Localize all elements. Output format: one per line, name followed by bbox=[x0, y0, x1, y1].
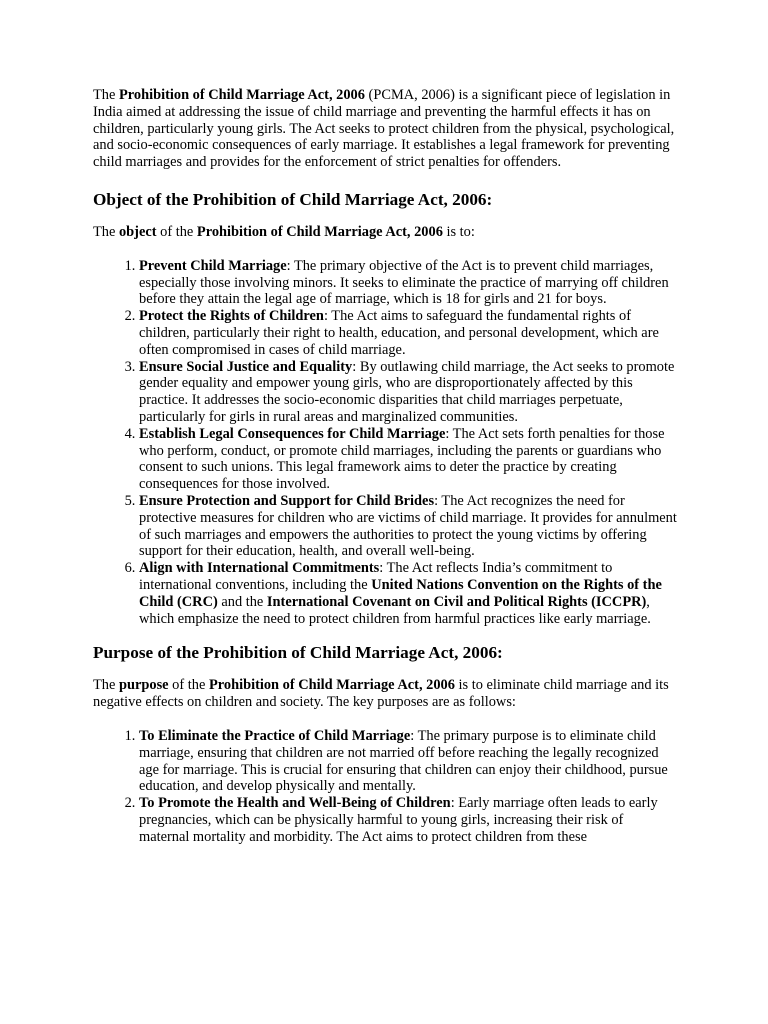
item-text: : The Act recognizes the need for protective measures for children who are victims of child marriage. It provides for annulment of such marriages and empowers the authorities to protect the young victims by offering support for their education, health, and overall well-being. bbox=[139, 492, 677, 560]
object-list bbox=[93, 258, 677, 628]
intro-text-2: (PCMA, 2006) is a significant piece of legislation in India aimed at addressing the issue of child marriage and preventing the harmful effects it has on children, particularly young girls. The Act seeks to protect children from the physical, psychological, and socio-economic consequences of early marriage. It establishes a legal framework for preventing child marriages and provides for the enforcement of strict penalties for offenders. bbox=[93, 87, 675, 171]
item-text: and the bbox=[217, 593, 267, 610]
document-page bbox=[93, 87, 677, 845]
item-title: To Promote the Health and Well-Being of Children bbox=[139, 795, 451, 812]
lead-bold: Prohibition of Child Marriage Act, 2006 bbox=[208, 677, 455, 694]
item-text: , which emphasize the need to protect children from harmful practices like early marriage. bbox=[139, 593, 651, 627]
item-text: : The Act aims to safeguard the fundamental rights of children, particularly their right to health, education, and personal development, which are often compromised in cases of child marriage. bbox=[139, 308, 659, 358]
item-title: Prevent Child Marriage bbox=[139, 257, 287, 274]
item-text: : Early marriage often leads to early pregnancies, which can be physically harmful to young girls, increasing their risk of maternal mortality and morbidity. The Act aims to protect children from these bbox=[139, 795, 658, 845]
item-title: Establish Legal Consequences for Child Marriage bbox=[139, 425, 446, 442]
lead-text: is to eliminate child marriage and its negative effects on children and society. The key purposes are as follows: bbox=[93, 677, 669, 711]
list-item bbox=[139, 308, 677, 358]
list-item bbox=[139, 258, 677, 308]
list-item bbox=[139, 359, 677, 426]
item-title: To Eliminate the Practice of Child Marriage bbox=[139, 727, 411, 744]
object-heading: Object of the Prohibition of Child Marriage Act, 2006: bbox=[93, 189, 493, 209]
lead-bold: object bbox=[118, 223, 157, 240]
item-title: Ensure Protection and Support for Child Brides bbox=[139, 492, 435, 509]
item-text: : The primary purpose is to eliminate child marriage, ensuring that children are not married off before reaching the legally recognized age for marriage. This is crucial for ensuring that children can enjoy their childhood, pursue education, and develop physically and mentally. bbox=[139, 727, 668, 795]
crc-bold: United Nations Convention on the Rights of the Child (CRC) bbox=[139, 576, 662, 610]
list-item bbox=[139, 493, 677, 560]
act-name-bold: Prohibition of Child Marriage Act, 2006 bbox=[118, 87, 365, 103]
list-item bbox=[139, 795, 677, 845]
lead-text: of the bbox=[168, 677, 209, 694]
item-title: Align with International Commitments bbox=[139, 560, 380, 577]
intro-text-1: The bbox=[93, 87, 119, 103]
iccpr-bold: International Covenant on Civil and Political Rights (ICCPR) bbox=[266, 593, 647, 610]
item-text: : The primary objective of the Act is to prevent child marriages, especially those involving minors. It seeks to eliminate the practice of marrying off children before they attain the legal age of marriage, which is 18 for girls and 21 for boys. bbox=[139, 257, 669, 308]
lead-text: is to: bbox=[442, 223, 475, 240]
list-item bbox=[139, 560, 677, 627]
purpose-heading: Purpose of the Prohibition of Child Marriage Act, 2006: bbox=[93, 643, 503, 663]
lead-text: The bbox=[93, 223, 119, 240]
item-text: : The Act sets forth penalties for those who perform, conduct, or promote child marriages, including the parents or guardians who consent to such unions. This legal framework aims to deter the practice by creating consequences for those involved. bbox=[139, 425, 665, 493]
purpose-list bbox=[93, 728, 677, 846]
intro-paragraph bbox=[93, 87, 677, 171]
list-item bbox=[139, 728, 677, 795]
lead-text: of the bbox=[156, 223, 197, 240]
item-title: Protect the Rights of Children bbox=[139, 308, 324, 325]
item-text: : The Act reflects India’s commitment to international conventions, including the bbox=[139, 560, 613, 593]
purpose-lead bbox=[93, 677, 677, 711]
object-lead bbox=[93, 224, 677, 241]
lead-bold: Prohibition of Child Marriage Act, 2006 bbox=[196, 223, 443, 240]
lead-text: The bbox=[93, 677, 119, 694]
item-text: : By outlawing child marriage, the Act seeks to promote gender equality and empower young girls, who are disproportionately affected by this practice. It addresses the socio-economic disparities that child marriages perpetuate, particularly for girls in rural areas and marginalized communities. bbox=[139, 358, 675, 425]
lead-bold: purpose bbox=[118, 677, 169, 694]
list-item bbox=[139, 426, 677, 493]
item-title: Ensure Social Justice and Equality bbox=[139, 358, 353, 375]
